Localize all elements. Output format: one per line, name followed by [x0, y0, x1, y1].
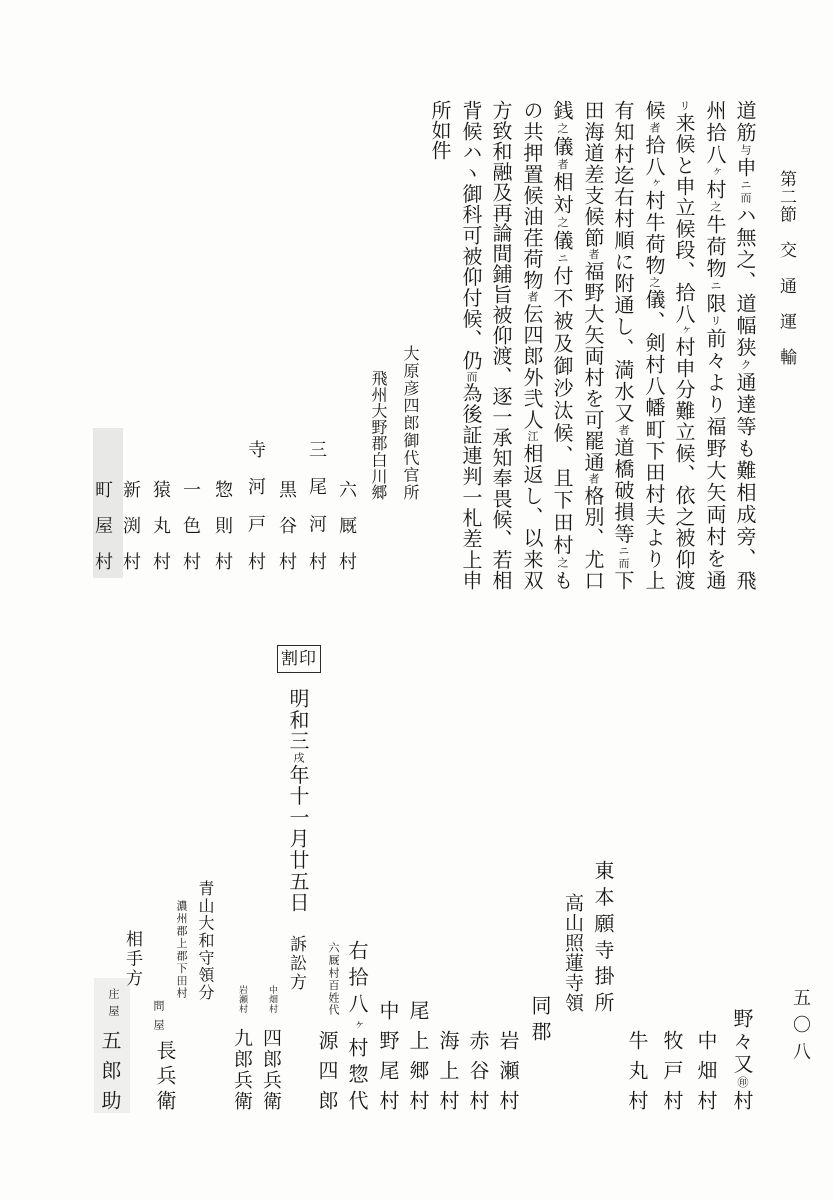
text-run: 牛荷物 [703, 214, 727, 280]
small-annotation: 之 [556, 216, 569, 230]
same-district: 同郡 [528, 995, 552, 1041]
text-run: 所如件 [428, 100, 452, 160]
text-run: 村申分難立候、依之被仰渡 [672, 336, 696, 591]
small-annotation: 之 [556, 122, 569, 136]
text-run: 前々より福野大矢両村を通 [703, 328, 727, 590]
signatory-village: 牧戸村 [660, 1030, 684, 1110]
magistrate-office: 大原彦四郎御代官所 [401, 345, 420, 500]
text-run: 限 [703, 293, 727, 315]
text-run: 右拾八 [345, 940, 369, 1020]
body-column [459, 100, 483, 590]
small-annotation: ニ [556, 252, 569, 266]
text-run: も [550, 570, 574, 591]
plaintiffs-label: 訴訟方 [286, 935, 306, 990]
text-run: ハ無之、道幅狭 [733, 205, 757, 359]
wholesaler-role: 問屋 [152, 1000, 165, 1030]
text-run: 野々又 [730, 1008, 754, 1077]
representative-name: 源四郎 [315, 1030, 339, 1110]
text-run: 村惣代 [345, 1037, 369, 1110]
small-annotation: ク [739, 359, 752, 372]
temple-domain: 高山照蓮寺領 [562, 893, 584, 1012]
small-annotation: リ [709, 315, 722, 328]
small-annotation: ニ而 [617, 544, 630, 571]
body-column [581, 100, 605, 590]
text-run: 銭 [550, 100, 574, 123]
small-annotation: リ [678, 100, 691, 113]
representative-title [345, 940, 369, 1110]
text-run: 方致和融及再論間鋪旨被仰渡、逐一承知奉畏候、若相 [489, 100, 513, 590]
plaintiff-name: 四郎兵衛 [260, 1028, 282, 1110]
plaintiff-name: 九郎兵衛 [231, 1028, 253, 1110]
page-number: 五〇八 [790, 988, 811, 1060]
text-run: 候 [642, 100, 666, 122]
village-name: 三尾河村 [306, 440, 327, 570]
small-annotation: 戌 [292, 751, 305, 765]
small-annotation: 之 [709, 201, 722, 214]
respondent-village: 濃州郡上郡下田村 [175, 900, 188, 998]
small-annotation: 之 [556, 556, 569, 571]
village-name: 惣則村 [212, 480, 233, 570]
text-run: 明和三 [286, 688, 310, 752]
text-run: 年十一月廿五日 [286, 764, 310, 913]
headman-role: 庄屋 [107, 988, 120, 1016]
small-annotation: 者 [587, 248, 600, 261]
small-annotation: 者 [617, 424, 630, 437]
document-date [286, 688, 310, 912]
signatory-village: 中畑村 [694, 1030, 718, 1110]
signatory-village: 赤谷村 [466, 1030, 490, 1110]
small-annotation: 者 [556, 158, 569, 172]
text-run: 伝四郎外弐人 [520, 303, 544, 431]
tally-seal-mark: 割印 [277, 645, 321, 673]
body-column [703, 100, 727, 590]
body-column-closing [428, 100, 452, 590]
small-annotation: ヶ [678, 324, 691, 337]
text-run: 格別、尤口 [581, 485, 605, 591]
text-run: 拾八 [642, 134, 666, 178]
signatory-village [730, 1008, 754, 1110]
text-run: 通達等も難相成旁、飛 [733, 372, 757, 590]
village-name: 一色村 [180, 480, 201, 570]
signatory-village: 牛丸村 [625, 1030, 649, 1110]
text-run: 背候ハヽ御科可被仰付候、仍 [459, 100, 483, 371]
body-column [489, 100, 513, 590]
temple-affiliation: 東本願寺掛所 [591, 860, 615, 1012]
text-run: 申 [733, 157, 757, 179]
text-run: 下 [611, 570, 635, 591]
district-name: 飛州大野郡白川郷 [369, 370, 388, 500]
text-run: 付不被及御沙汰候、且下田村 [550, 265, 574, 557]
respondents-label: 相手方 [122, 930, 142, 986]
text-run: 為後証連判一札差上申 [459, 382, 483, 591]
small-annotation: 之 [648, 276, 661, 290]
signatory-village: 中野尾村 [376, 1000, 400, 1110]
small-annotation: 而 [465, 370, 478, 383]
signatory-village: 海上村 [436, 1030, 460, 1110]
small-annotation: ニ [709, 280, 722, 293]
wholesaler-name: 長兵衛 [153, 1040, 177, 1110]
body-column [550, 100, 574, 590]
village-name: 猿丸村 [150, 480, 171, 570]
text-run: 田海道差支候節 [581, 100, 605, 249]
text-run: 村 [703, 179, 727, 201]
text-run: 道橋破損等 [611, 436, 635, 545]
plaintiff-village: 岩瀬村 [237, 985, 247, 1013]
text-run: 儀 [550, 229, 574, 253]
village-name: 新渕村 [120, 480, 141, 570]
body-column [733, 100, 757, 590]
text-run: 村 [730, 1090, 754, 1110]
signatory-village: 岩瀬村 [496, 1030, 520, 1110]
body-column [642, 100, 666, 590]
village-name: 町屋村 [92, 480, 113, 570]
text-run: 村牛荷物 [642, 190, 666, 277]
small-annotation: 者 [587, 472, 600, 486]
section-title: 第二節 交 通 運 輸 [776, 170, 796, 365]
small-annotation: 者 [648, 121, 661, 135]
text-run: 儀、剣村八幡町下田村夫より上 [642, 289, 666, 591]
small-annotation: ヶ [351, 1019, 364, 1037]
body-column [672, 100, 696, 590]
body-column [611, 100, 635, 590]
plaintiff-village: 中畑村 [267, 985, 277, 1013]
small-annotation: 江 [526, 430, 539, 443]
village-name: 黒谷村 [276, 480, 297, 570]
village-name: 六厩村 [336, 480, 357, 570]
small-annotation: 者 [526, 290, 539, 304]
small-annotation: ヶ [709, 166, 722, 179]
text-run: 儀 [550, 135, 574, 159]
representative-note: 六厩村百姓代 [327, 942, 340, 1015]
text-run: の共押置候油荏荷物 [520, 100, 544, 291]
text-run: 来候と申立候段、拾八 [672, 112, 696, 325]
small-annotation: 与 [739, 144, 752, 157]
village-name: 寺河戸村 [245, 440, 266, 570]
text-run: 州拾八 [703, 100, 727, 166]
text-run: 相対 [550, 171, 574, 217]
body-column [520, 100, 544, 590]
signatory-village: 尾上郷村 [406, 1000, 430, 1110]
small-annotation: ヶ [648, 177, 661, 191]
headman-name: 五郎助 [98, 1030, 122, 1110]
respondent-domain: 青山大和守領分 [196, 880, 215, 1000]
text-run: 有知村迄右村順に附通し、満水又 [611, 100, 635, 425]
small-annotation: ㊞ [736, 1076, 749, 1090]
text-run: 相返し、以来双 [520, 442, 544, 591]
text-run: 福野大矢両村を可罷通 [581, 260, 605, 473]
small-annotation: ニ而 [739, 179, 752, 205]
text-run: 道筋 [733, 100, 757, 144]
